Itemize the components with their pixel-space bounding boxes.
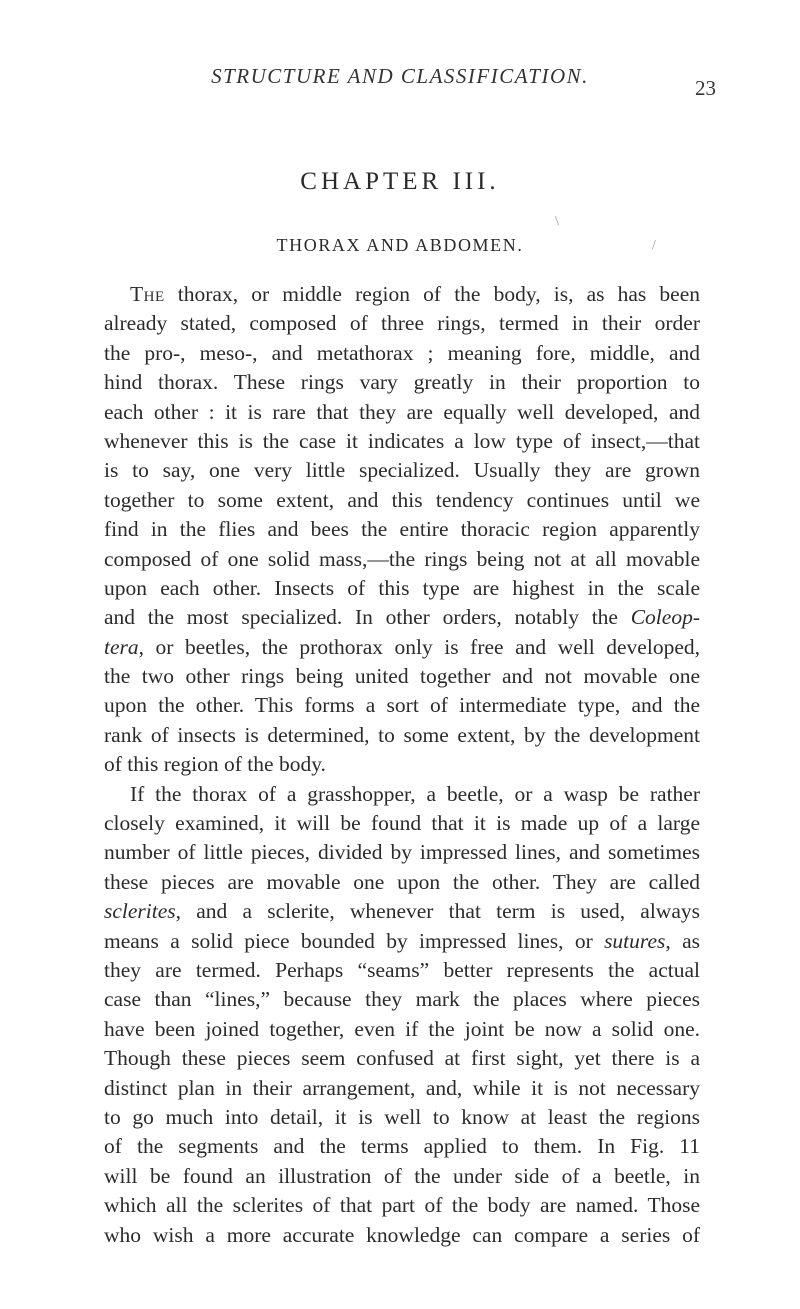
text-line: is to say, one very little specialized. Usually they are grown — [104, 458, 700, 483]
text-line: upon the other. This forms a sort of intermediate type, and the — [104, 693, 700, 718]
text-line: who wish a more accurate knowledge can compare a series of — [104, 1222, 700, 1247]
text-line — [104, 603, 700, 632]
text-line: Though these pieces seem confused at first sight, yet there is a — [104, 1046, 700, 1071]
text-line: of this region of the body. — [104, 752, 326, 777]
chapter-heading: CHAPTER III. — [300, 168, 500, 195]
paragraph — [104, 780, 700, 1250]
text-line: find in the flies and bees the entire thoracic region apparently — [104, 517, 700, 542]
text-line: have been joined together, even if the joint be now a solid one. — [104, 1016, 700, 1041]
text-line — [104, 897, 700, 926]
italic-term: sutures — [604, 928, 666, 953]
drop-word: The — [130, 282, 165, 306]
text-line: distinct plan in their arrangement, and, while it is not necessary — [104, 1075, 700, 1100]
line-text: , or beetles, the prothorax only is free and well developed, — [138, 634, 700, 659]
line-text: means a solid piece bounded by impressed lines, or — [104, 928, 605, 953]
text-line: of the segments and the terms applied to them. In Fig. 11 — [104, 1134, 700, 1159]
text-line: composed of one solid mass,—the rings being not at all movable — [104, 546, 700, 571]
line-text: , as — [665, 928, 700, 953]
text-line: upon each other. Insects of this type are highest in the scale — [104, 575, 700, 600]
print-speck: \ — [555, 214, 559, 229]
text-line: which all the sclerites of that part of the body are named. Those — [104, 1193, 700, 1218]
text-line: closely examined, it will be found that it is made up of a large — [104, 811, 700, 836]
text-line: together to some extent, and this tendency continues until we — [104, 487, 700, 512]
text-line: these pieces are movable one upon the other. They are called — [104, 869, 700, 894]
text-line: already stated, composed of three rings, termed in their order — [104, 311, 700, 336]
text-line — [104, 280, 700, 309]
print-speck: / — [652, 238, 656, 253]
text-line: each other : it is rare that they are equally well developed, and — [104, 399, 700, 424]
text-line: case than “lines,” because they mark the places where pieces — [104, 987, 700, 1012]
body-text — [104, 280, 700, 1250]
text-line: If the thorax of a grasshopper, a beetle, or a wasp be rather — [130, 781, 700, 806]
text-line: the pro-, meso-, and metathorax ; meaning fore, middle, and — [104, 340, 700, 365]
text-line: hind thorax. These rings vary greatly in their proportion to — [104, 370, 700, 395]
line-text: thorax, or middle region of the body, is, as has been — [164, 282, 700, 306]
text-line: number of little pieces, divided by impressed lines, and sometimes — [104, 840, 700, 865]
page-number: 23 — [695, 76, 716, 100]
text-line: will be found an illustration of the under side of a beetle, in — [104, 1163, 700, 1188]
line-text: , and a sclerite, whenever that term is used, always — [175, 899, 700, 924]
italic-term: tera — [104, 634, 139, 659]
text-line: to go much into detail, it is well to know at least the regions — [104, 1104, 700, 1129]
text-line: the two other rings being united together and not movable one — [104, 664, 700, 689]
italic-term: Coleop- — [630, 605, 700, 630]
text-line: they are termed. Perhaps “seams” better represents the actual — [104, 957, 700, 982]
running-head: STRUCTURE AND CLASSIFICATION. — [211, 64, 589, 88]
text-line: whenever this is the case it indicates a low type of insect,—that — [104, 428, 700, 453]
text-line: rank of insects is determined, to some extent, by the development — [104, 722, 700, 747]
text-line — [104, 633, 700, 662]
paragraph — [104, 280, 700, 780]
section-heading: THORAX AND ABDOMEN. — [276, 235, 524, 255]
line-text: and the most specialized. In other orders, notably the — [104, 605, 631, 630]
text-line — [104, 927, 700, 956]
italic-term: sclerites — [104, 899, 176, 924]
